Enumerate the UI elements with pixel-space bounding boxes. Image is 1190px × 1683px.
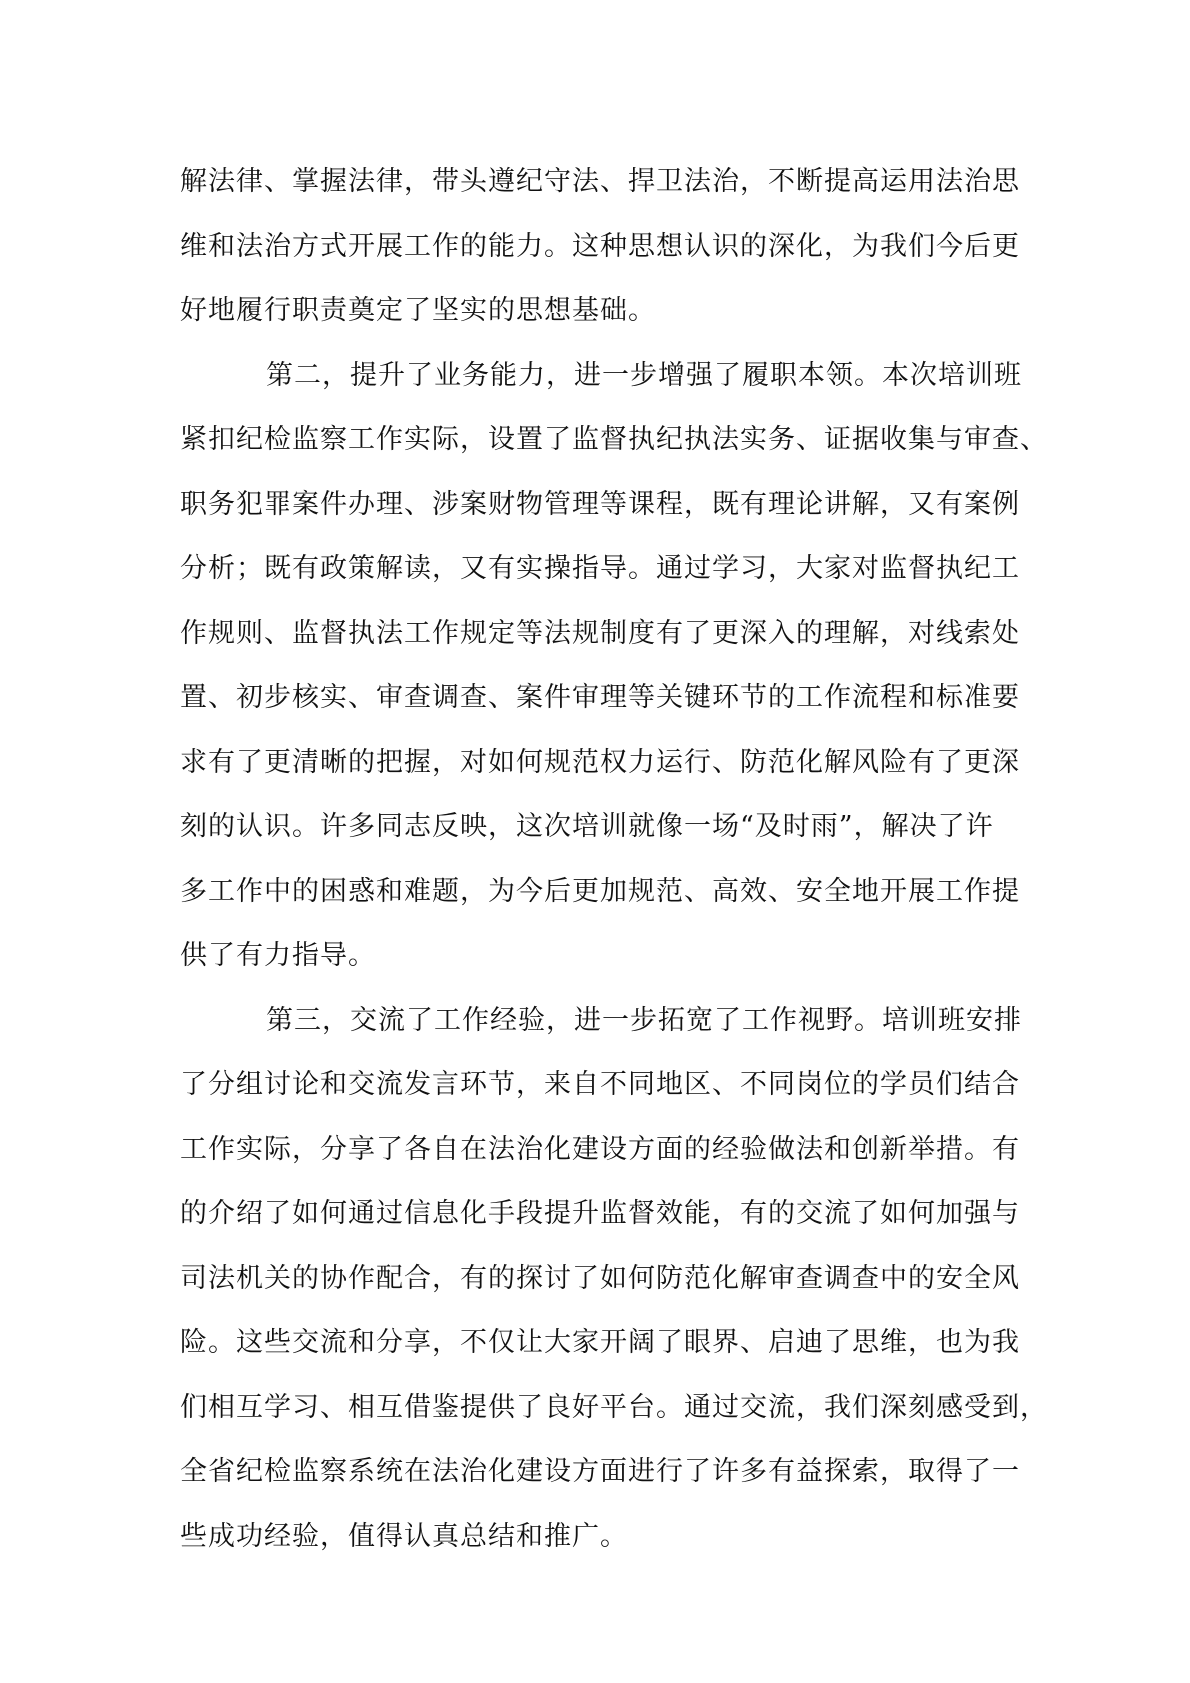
text-line: 职务犯罪案件办理、涉案财物管理等课程，既有理论讲解，又有案例 [180, 488, 1020, 520]
text-line: 解法律、掌握法律，带头遵纪守法、捍卫法治，不断提高运用法治思 [180, 166, 1020, 197]
text-line: 些成功经验，值得认真总结和推广。 [180, 1520, 628, 1552]
paragraph-continuation [180, 150, 1020, 344]
text-line: 们相互学习、相互借鉴提供了良好平台。通过交流，我们深刻感受到， [180, 1391, 1048, 1423]
text-line: 作规则、监督执法工作规定等法规制度有了更深入的理解，对线索处 [180, 617, 1020, 649]
text-line: 了分组讨论和交流发言环节，来自不同地区、不同岗位的学员们结合 [180, 1069, 1020, 1100]
text-line: 司法机关的协作配合，有的探讨了如何防范化解审查调查中的安全风 [180, 1262, 1020, 1294]
text-line: 置、初步核实、审查调查、案件审理等关键环节的工作流程和标准要 [180, 682, 1020, 713]
text-line: 工作实际，分享了各自在法治化建设方面的经验做法和创新举措。有 [180, 1133, 1020, 1165]
paragraph-third-point [180, 989, 1048, 1570]
text-line: 维和法治方式开展工作的能力。这种思想认识的深化，为我们今后更 [180, 230, 1020, 262]
text-line: 供了有力指导。 [180, 940, 376, 971]
text-line: 求有了更清晰的把握，对如何规范权力运行、防范化解风险有了更深 [180, 746, 1020, 778]
text-line: 全省纪检监察系统在法治化建设方面进行了许多有益探索，取得了一 [180, 1456, 1020, 1487]
document-body [180, 150, 1048, 1569]
text-line: 好地履行职责奠定了坚实的思想基础。 [180, 295, 656, 326]
text-line: 第三，交流了工作经验，进一步拓宽了工作视野。培训班安排 [266, 1004, 1022, 1036]
text-line: 刻的认识。许多同志反映，这次培训就像一场“及时雨”，解决了许 [180, 811, 994, 842]
text-line: 分析；既有政策解读，又有实操指导。通过学习，大家对监督执纪工 [180, 553, 1020, 584]
text-line: 多工作中的困惑和难题，为今后更加规范、高效、安全地开展工作提 [180, 875, 1020, 907]
text-line: 险。这些交流和分享，不仅让大家开阔了眼界、启迪了思维，也为我 [180, 1327, 1020, 1358]
text-line: 的介绍了如何通过信息化手段提升监督效能，有的交流了如何加强与 [180, 1198, 1020, 1229]
text-line: 紧扣纪检监察工作实际，设置了监督执纪执法实务、证据收集与审查、 [180, 424, 1048, 455]
paragraph-second-point [180, 344, 1048, 989]
text-line: 第二，提升了业务能力，进一步增强了履职本领。本次培训班 [266, 359, 1022, 391]
